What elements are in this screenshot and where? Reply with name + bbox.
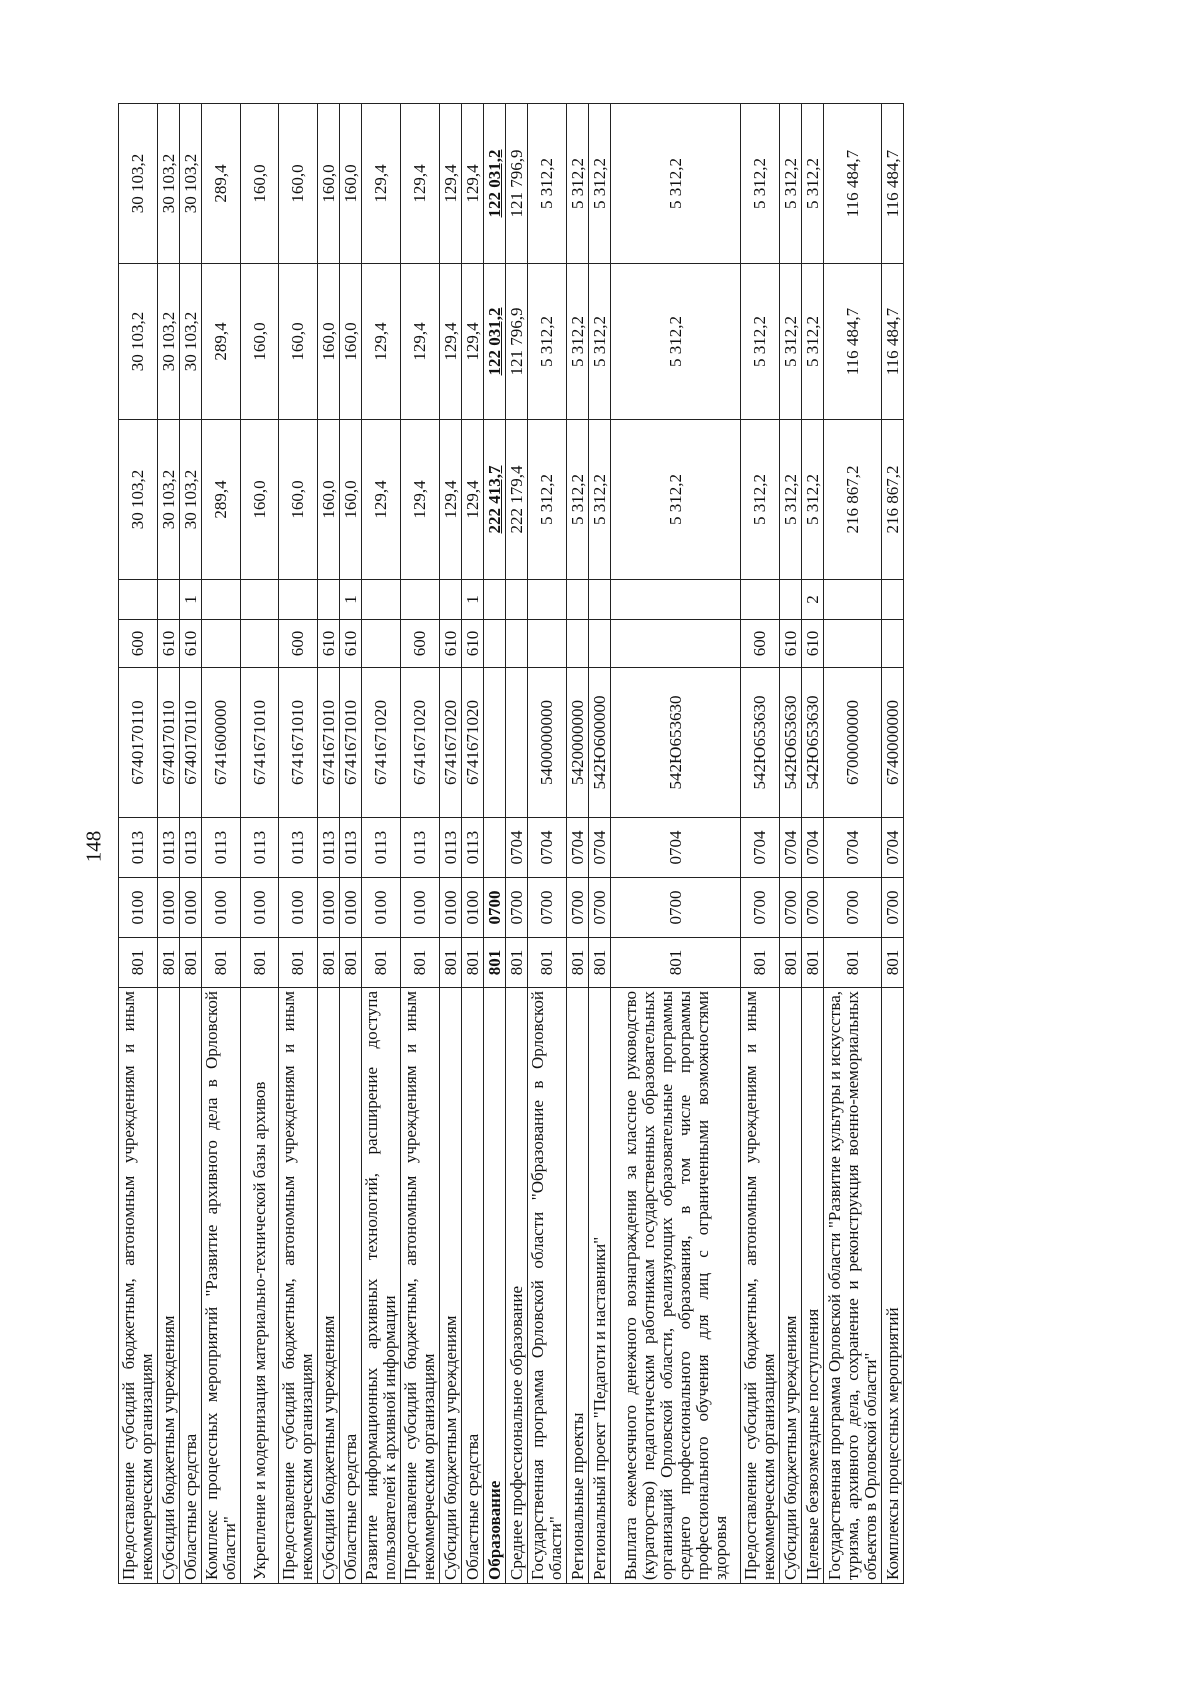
ved-code: 801 [506,938,528,988]
source-code: 1 [462,580,484,620]
amount-year-3: 116 484,7 [882,104,904,264]
ved-code: 801 [279,938,318,988]
csr-code: 6741671010 [279,668,318,818]
table-row [882,104,904,1584]
source-code [567,580,589,620]
table-row [506,104,528,1584]
table-row [802,104,824,1584]
amount-year-2: 5 312,2 [741,264,780,420]
vr-code: 610 [802,620,824,668]
row-name: Государственная программа Орловской области "Образование в Орловской области" [528,988,567,1584]
vr-code [506,620,528,668]
rz-code: 0100 [180,878,202,938]
amount-year-2: 129,4 [462,264,484,420]
row-name: Областные средства [340,988,362,1584]
rz-code: 0700 [567,878,589,938]
budget-table [118,103,904,1584]
amount-year-1: 5 312,2 [802,420,824,580]
budget-table-body [119,104,904,1584]
csr-code: 542Ю653630 [611,668,741,818]
pr-code: 0704 [589,818,611,878]
pr-code: 0704 [882,818,904,878]
ved-code: 801 [741,938,780,988]
amount-year-3: 5 312,2 [802,104,824,264]
vr-code [882,620,904,668]
amount-year-1-value: 222 413,7 [484,465,504,534]
pr-code [484,818,506,878]
source-code [241,580,279,620]
vr-code: 610 [180,620,202,668]
pr-code: 0113 [158,818,180,878]
vr-code [589,620,611,668]
amount-year-3: 289,4 [202,104,241,264]
vr-code: 600 [401,620,440,668]
amount-year-1: 216 867,2 [824,420,882,580]
csr-code: 6740170110 [119,668,158,818]
table-row [241,104,279,1584]
pr-code: 0704 [528,818,567,878]
csr-code [484,668,506,818]
amount-year-2: 30 103,2 [180,264,202,420]
pr-code: 0704 [741,818,780,878]
amount-year-1 [484,420,506,580]
rz-code: 0700 [611,878,741,938]
amount-year-1: 289,4 [202,420,241,580]
amount-year-3: 30 103,2 [180,104,202,264]
table-row [180,104,202,1584]
row-name: Субсидии бюджетным учреждениям [158,988,180,1584]
amount-year-3: 160,0 [318,104,340,264]
amount-year-1: 160,0 [318,420,340,580]
pr-code: 0113 [401,818,440,878]
table-row [158,104,180,1584]
csr-code: 542Ю653630 [741,668,780,818]
row-name: Предоставление субсидий бюджетным, автономным учреждениям и иным некоммерческим организациям [279,988,318,1584]
row-name: Комплекс процессных мероприятий "Развитие архивного дела в Орловской области" [202,988,241,1584]
source-code [401,580,440,620]
amount-year-2: 116 484,7 [882,264,904,420]
amount-year-2: 5 312,2 [780,264,802,420]
pr-code: 0704 [567,818,589,878]
rz-code: 0100 [362,878,401,938]
amount-year-2: 289,4 [202,264,241,420]
ved-code: 801 [180,938,202,988]
amount-year-2: 116 484,7 [824,264,882,420]
amount-year-2 [484,264,506,420]
table-row [279,104,318,1584]
amount-year-1: 30 103,2 [119,420,158,580]
vr-code: 610 [158,620,180,668]
rz-code: 0700 [780,878,802,938]
amount-year-1: 30 103,2 [158,420,180,580]
source-code [119,580,158,620]
ved-code: 801 [241,938,279,988]
csr-code: 6700000000 [824,668,882,818]
amount-year-2: 129,4 [401,264,440,420]
pr-code: 0113 [340,818,362,878]
amount-year-3: 5 312,2 [528,104,567,264]
csr-code: 6741671010 [241,668,279,818]
rz-code: 0100 [340,878,362,938]
vr-code: 610 [462,620,484,668]
table-row [318,104,340,1584]
ved-code: 801 [567,938,589,988]
table-row [567,104,589,1584]
pr-code: 0704 [780,818,802,878]
source-code [202,580,241,620]
pr-code: 0113 [318,818,340,878]
source-code [506,580,528,620]
amount-year-1: 5 312,2 [611,420,741,580]
amount-year-2: 160,0 [241,264,279,420]
table-row [484,104,506,1584]
ved-code: 801 [780,938,802,988]
row-name: Образование [484,988,506,1584]
amount-year-2: 30 103,2 [119,264,158,420]
csr-code: 6741671020 [401,668,440,818]
row-name: Целевые безвозмездные поступления [802,988,824,1584]
amount-year-1: 160,0 [340,420,362,580]
source-code [318,580,340,620]
source-code [484,580,506,620]
csr-code: 6741671010 [340,668,362,818]
pr-code: 0704 [824,818,882,878]
amount-year-3-value: 122 031,2 [484,149,504,218]
amount-year-1: 129,4 [401,420,440,580]
rz-code: 0100 [119,878,158,938]
source-code: 1 [180,580,202,620]
amount-year-2: 160,0 [279,264,318,420]
amount-year-2: 160,0 [318,264,340,420]
ved-code: 801 [440,938,462,988]
vr-code: 600 [741,620,780,668]
table-row [362,104,401,1584]
pr-code: 0113 [180,818,202,878]
amount-year-3: 5 312,2 [611,104,741,264]
rz-code: 0700 [741,878,780,938]
source-code [528,580,567,620]
row-name: Среднее профессиональное образование [506,988,528,1584]
ved-code: 801 [824,938,882,988]
amount-year-2: 129,4 [440,264,462,420]
rz-code: 0700 [589,878,611,938]
ved-code: 801 [611,938,741,988]
ved-code: 801 [882,938,904,988]
table-row [340,104,362,1584]
csr-code [506,668,528,818]
amount-year-3: 129,4 [440,104,462,264]
csr-code: 6741600000 [202,668,241,818]
ved-code: 801 [802,938,824,988]
table-row [119,104,158,1584]
amount-year-1: 216 867,2 [882,420,904,580]
source-code [158,580,180,620]
rz-code: 0100 [279,878,318,938]
pr-code: 0704 [611,818,741,878]
vr-code [824,620,882,668]
csr-code: 5400000000 [528,668,567,818]
ved-code: 801 [401,938,440,988]
table-row [462,104,484,1584]
ved-code: 801 [202,938,241,988]
source-code [824,580,882,620]
ved-code: 801 [362,938,401,988]
csr-code: 6740170110 [180,668,202,818]
amount-year-3: 121 796,9 [506,104,528,264]
rz-code: 0100 [440,878,462,938]
rz-code: 0100 [241,878,279,938]
amount-year-2-value: 122 031,2 [484,307,504,376]
rz-code: 0700 [528,878,567,938]
vr-code [528,620,567,668]
csr-code: 6741671020 [462,668,484,818]
amount-year-3: 30 103,2 [158,104,180,264]
amount-year-2: 5 312,2 [802,264,824,420]
row-name: Комплексы процессных мероприятий [882,988,904,1584]
row-name: Субсидии бюджетным учреждениям [780,988,802,1584]
amount-year-3: 160,0 [340,104,362,264]
rz-code: 0700 [882,878,904,938]
amount-year-3: 5 312,2 [780,104,802,264]
vr-code: 610 [780,620,802,668]
csr-code: 542Ю653630 [780,668,802,818]
vr-code [202,620,241,668]
ved-code: 801 [158,938,180,988]
amount-year-2: 121 796,9 [506,264,528,420]
table-row [824,104,882,1584]
amount-year-1: 129,4 [362,420,401,580]
row-name: Выплата ежемесячного денежного вознаграждения за классное руководство (кураторство) педагогическим работникам государственных образовательных организаций Орловской области, реализующих образовательные программы среднего профессионального образования, в том числе программы профессионального обучения для лиц с ограниченными возможностями здоровья [611,988,741,1584]
vr-code [241,620,279,668]
pr-code: 0113 [279,818,318,878]
amount-year-3: 160,0 [279,104,318,264]
table-row [440,104,462,1584]
amount-year-1: 5 312,2 [567,420,589,580]
csr-code: 6740000000 [882,668,904,818]
row-name: Государственная программа Орловской области "Развитие культуры и искусства, туризма, архивного дела, сохранение и реконструкция военно-мемориальных объектов в Орловской области" [824,988,882,1584]
rz-code: 0100 [462,878,484,938]
amount-year-3: 5 312,2 [741,104,780,264]
row-name: Укрепление и модернизация материально-технической базы архивов [241,988,279,1584]
amount-year-1: 5 312,2 [589,420,611,580]
amount-year-2: 5 312,2 [611,264,741,420]
table-row [401,104,440,1584]
csr-code: 6740170110 [158,668,180,818]
source-code [440,580,462,620]
pr-code: 0113 [362,818,401,878]
rz-code: 0700 [824,878,882,938]
amount-year-3: 160,0 [241,104,279,264]
rz-code: 0700 [802,878,824,938]
rz-code: 0100 [318,878,340,938]
vr-code [362,620,401,668]
amount-year-2: 129,4 [362,264,401,420]
amount-year-2: 30 103,2 [158,264,180,420]
row-name: Субсидии бюджетным учреждениям [440,988,462,1584]
amount-year-2: 160,0 [340,264,362,420]
source-code [589,580,611,620]
amount-year-1: 129,4 [440,420,462,580]
source-code: 2 [802,580,824,620]
amount-year-1: 129,4 [462,420,484,580]
amount-year-2: 5 312,2 [589,264,611,420]
vr-code [567,620,589,668]
vr-code: 610 [340,620,362,668]
vr-code: 610 [440,620,462,668]
rz-code: 0700 [506,878,528,938]
source-code [611,580,741,620]
csr-code: 542Ю600000 [589,668,611,818]
row-name: Предоставление субсидий бюджетным, автономным учреждениям и иным некоммерческим организациям [401,988,440,1584]
amount-year-2: 5 312,2 [528,264,567,420]
ved-code: 801 [462,938,484,988]
amount-year-3: 30 103,2 [119,104,158,264]
ved-code: 801 [318,938,340,988]
ved-code: 801 [528,938,567,988]
source-code [741,580,780,620]
row-name: Региональные проекты [567,988,589,1584]
table-row [780,104,802,1584]
source-code [279,580,318,620]
row-name: Развитие информационных архивных технологий, расширение доступа пользователей к архивной информации [362,988,401,1584]
vr-code [611,620,741,668]
amount-year-3: 5 312,2 [567,104,589,264]
amount-year-3: 5 312,2 [589,104,611,264]
source-code [362,580,401,620]
vr-code: 600 [279,620,318,668]
amount-year-3: 116 484,7 [824,104,882,264]
pr-code: 0113 [119,818,158,878]
row-name: Предоставление субсидий бюджетным, автономным учреждениям и иным некоммерческим организациям [119,988,158,1584]
csr-code: 6741671020 [362,668,401,818]
pr-code: 0113 [241,818,279,878]
csr-code: 542Ю653630 [802,668,824,818]
amount-year-1: 5 312,2 [741,420,780,580]
pr-code: 0704 [802,818,824,878]
amount-year-1: 160,0 [241,420,279,580]
rz-code: 0100 [401,878,440,938]
ved-code: 801 [484,938,506,988]
pr-code: 0113 [202,818,241,878]
pr-code: 0113 [462,818,484,878]
amount-year-1: 5 312,2 [780,420,802,580]
table-row [741,104,780,1584]
ved-code: 801 [119,938,158,988]
amount-year-2: 5 312,2 [567,264,589,420]
row-name: Региональный проект "Педагоги и наставники" [589,988,611,1584]
rz-code: 0100 [158,878,180,938]
rz-code: 0700 [484,878,506,938]
amount-year-3: 129,4 [362,104,401,264]
pr-code: 0704 [506,818,528,878]
amount-year-3: 129,4 [462,104,484,264]
csr-code: 6741671010 [318,668,340,818]
pr-code: 0113 [440,818,462,878]
row-name: Областные средства [180,988,202,1584]
vr-code: 600 [119,620,158,668]
amount-year-3 [484,104,506,264]
source-code [780,580,802,620]
rz-code: 0100 [202,878,241,938]
amount-year-3: 129,4 [401,104,440,264]
amount-year-1: 160,0 [279,420,318,580]
row-name: Субсидии бюджетным учреждениям [318,988,340,1584]
table-row [611,104,741,1584]
source-code [882,580,904,620]
csr-code: 5420000000 [567,668,589,818]
page-number: 148 [81,830,106,862]
row-name: Областные средства [462,988,484,1584]
amount-year-1: 5 312,2 [528,420,567,580]
vr-code [484,620,506,668]
amount-year-1: 222 179,4 [506,420,528,580]
vr-code: 610 [318,620,340,668]
page-number-container [80,806,108,886]
ved-code: 801 [589,938,611,988]
table-row [589,104,611,1584]
table-row [528,104,567,1584]
table-row [202,104,241,1584]
row-name: Предоставление субсидий бюджетным, автономным учреждениям и иным некоммерческим организациям [741,988,780,1584]
rotated-table-container [118,104,1068,1584]
source-code: 1 [340,580,362,620]
csr-code: 6741671020 [440,668,462,818]
ved-code: 801 [340,938,362,988]
amount-year-1: 30 103,2 [180,420,202,580]
